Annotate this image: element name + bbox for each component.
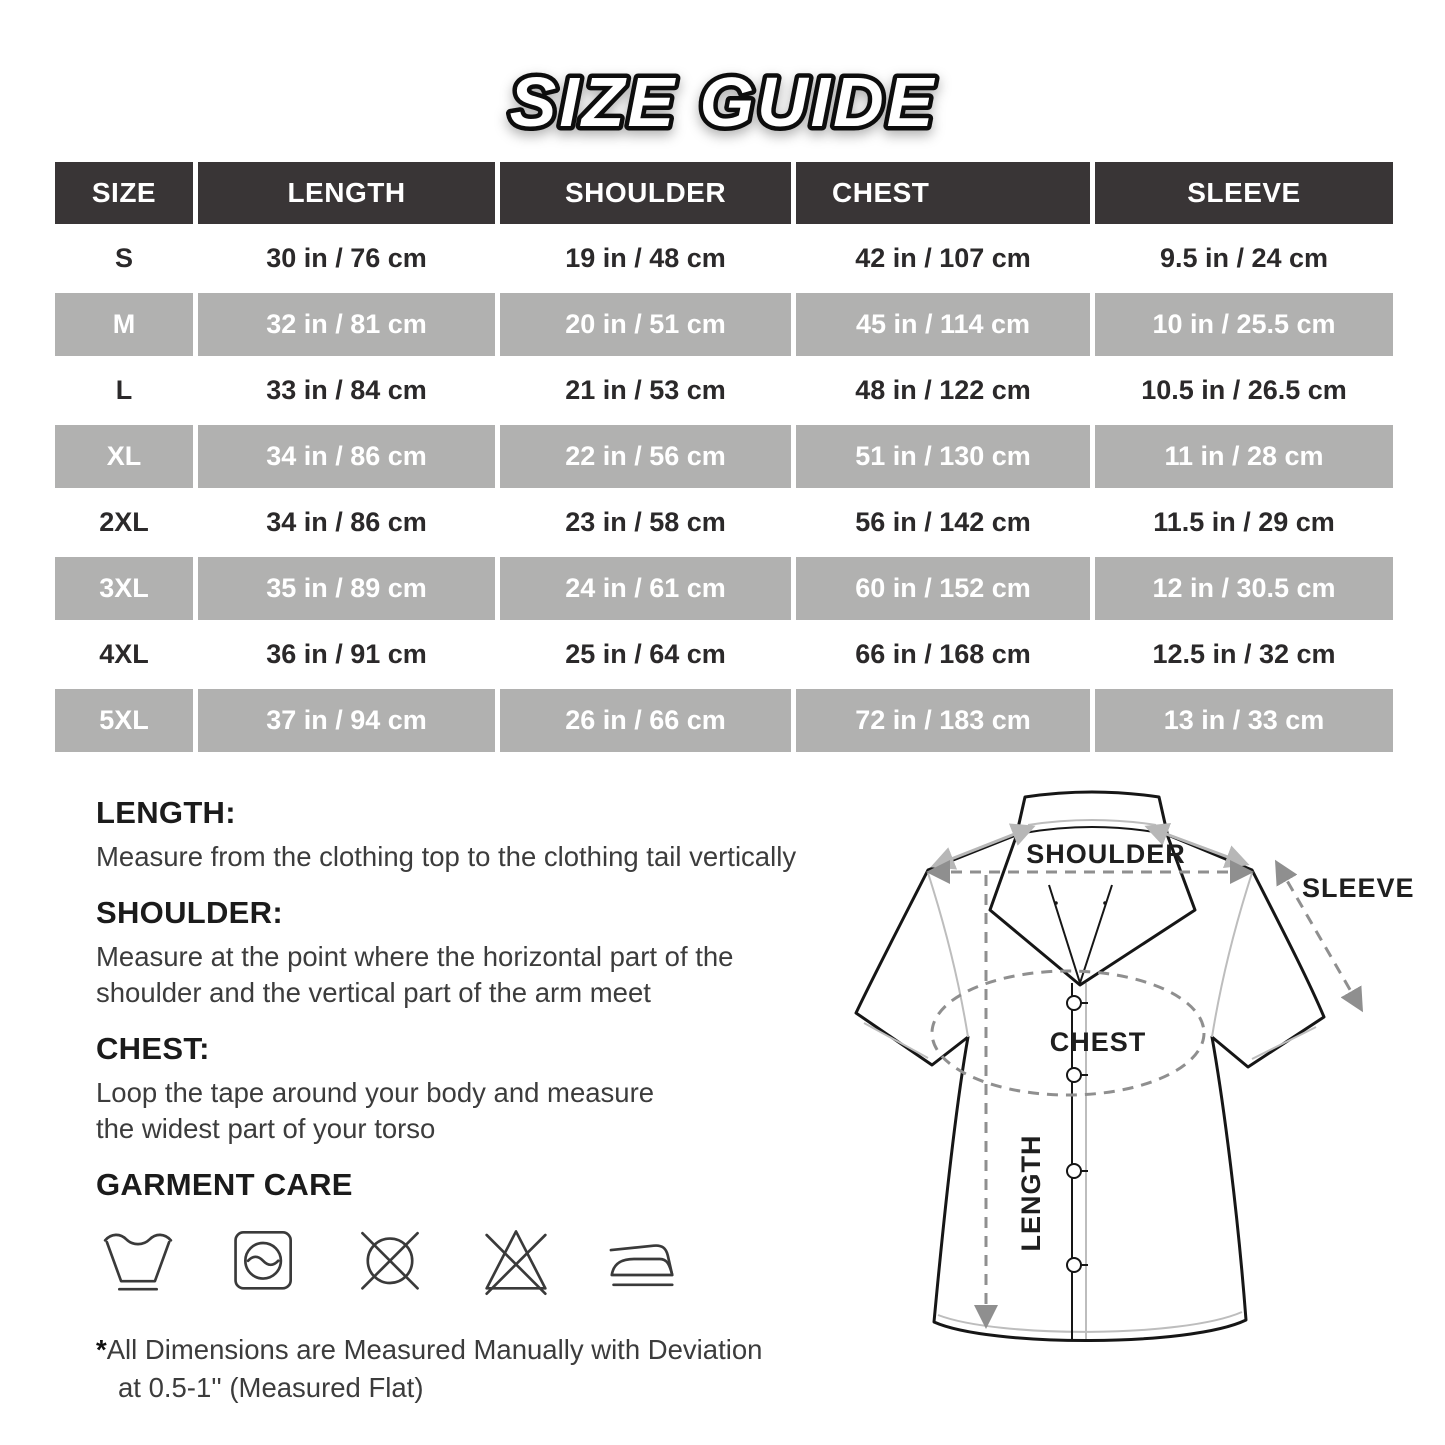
cell-shoulder: 19 in / 48 cm [500,227,791,290]
cell-sleeve: 11.5 in / 29 cm [1095,491,1393,554]
cell-sleeve: 11 in / 28 cm [1095,425,1393,488]
cell-sleeve: 10.5 in / 26.5 cm [1095,359,1393,422]
cell-sleeve: 9.5 in / 24 cm [1095,227,1393,290]
wash-gentle-icon [98,1219,178,1299]
table-row [55,359,1393,422]
cell-size: S [55,227,193,290]
length-heading: LENGTH: [96,795,236,830]
cell-length: 33 in / 84 cm [198,359,495,422]
iron-icon [602,1219,682,1299]
measure-instructions [96,795,896,1407]
header-length: LENGTH [198,162,495,224]
cell-size: L [55,359,193,422]
garment-care-section [96,1167,896,1299]
cell-size: 3XL [55,557,193,620]
table-row [55,491,1393,554]
cell-length: 37 in / 94 cm [198,689,495,752]
cell-size: 5XL [55,689,193,752]
cell-chest: 56 in / 142 cm [796,491,1090,554]
cell-shoulder: 26 in / 66 cm [500,689,791,752]
cell-chest: 51 in / 130 cm [796,425,1090,488]
cell-size: XL [55,425,193,488]
cell-shoulder: 24 in / 61 cm [500,557,791,620]
garment-care-heading: GARMENT CARE [96,1167,353,1202]
cell-size: 4XL [55,623,193,686]
cell-chest: 45 in / 114 cm [796,293,1090,356]
chest-heading: CHEST: [96,1031,210,1066]
shoulder-section [96,895,896,1011]
header-shoulder: SHOULDER [500,162,791,224]
cell-sleeve: 12 in / 30.5 cm [1095,557,1393,620]
cell-length: 35 in / 89 cm [198,557,495,620]
length-text: Measure from the clothing top to the clothing tail vertically [96,841,797,872]
table-row [55,689,1393,752]
do-not-dry-clean-icon [350,1219,430,1299]
page-title-text: SIZE GUIDE [509,63,936,141]
length-diagram-label: LENGTH [1016,1134,1046,1252]
footnote [96,1331,896,1407]
cell-shoulder: 21 in / 53 cm [500,359,791,422]
cell-length: 36 in / 91 cm [198,623,495,686]
cell-size: 2XL [55,491,193,554]
table-row [55,623,1393,686]
chest-text-line1: Loop the tape around your body and measure [96,1077,655,1108]
cell-size: M [55,293,193,356]
table-row [55,557,1393,620]
cell-chest: 72 in / 183 cm [796,689,1090,752]
chest-section [96,1031,896,1147]
cell-chest: 60 in / 152 cm [796,557,1090,620]
header-chest: CHEST [796,162,1090,224]
shoulder-heading: SHOULDER: [96,895,283,930]
cell-chest: 42 in / 107 cm [796,227,1090,290]
table-row [55,227,1393,290]
shoulder-text-line2: shoulder and the vertical part of the arm meet [96,977,651,1008]
size-table [50,159,1398,755]
cell-shoulder: 22 in / 56 cm [500,425,791,488]
care-icons-row [98,1219,896,1299]
cell-chest: 66 in / 168 cm [796,623,1090,686]
table-row [55,425,1393,488]
table-header-row [55,162,1393,224]
cell-chest: 48 in / 122 cm [796,359,1090,422]
page-title [0,42,1445,160]
footnote-line1: All Dimensions are Measured Manually with Deviation [106,1334,763,1365]
cell-shoulder: 20 in / 51 cm [500,293,791,356]
length-section [96,795,896,875]
table-row [55,293,1393,356]
shoulder-diagram-label: SHOULDER [1026,839,1186,869]
cell-sleeve: 12.5 in / 32 cm [1095,623,1393,686]
cell-length: 32 in / 81 cm [198,293,495,356]
cell-sleeve: 10 in / 25.5 cm [1095,293,1393,356]
machine-wash-icon [224,1219,304,1299]
shirt-diagram [828,775,1445,1445]
shoulder-text-line1: Measure at the point where the horizontal part of the [96,941,734,972]
footnote-line2: at 0.5-1'' (Measured Flat) [118,1372,424,1403]
cell-sleeve: 13 in / 33 cm [1095,689,1393,752]
sleeve-diagram-label: SLEEVE [1302,873,1415,903]
cell-length: 34 in / 86 cm [198,425,495,488]
do-not-bleach-icon [476,1219,556,1299]
header-sleeve: SLEEVE [1095,162,1393,224]
cell-shoulder: 25 in / 64 cm [500,623,791,686]
cell-length: 34 in / 86 cm [198,491,495,554]
footnote-asterisk: * [96,1334,107,1365]
cell-shoulder: 23 in / 58 cm [500,491,791,554]
chest-diagram-label: CHEST [1049,1027,1147,1057]
chest-text-line2: the widest part of your torso [96,1113,436,1144]
header-size: SIZE [55,162,193,224]
cell-length: 30 in / 76 cm [198,227,495,290]
